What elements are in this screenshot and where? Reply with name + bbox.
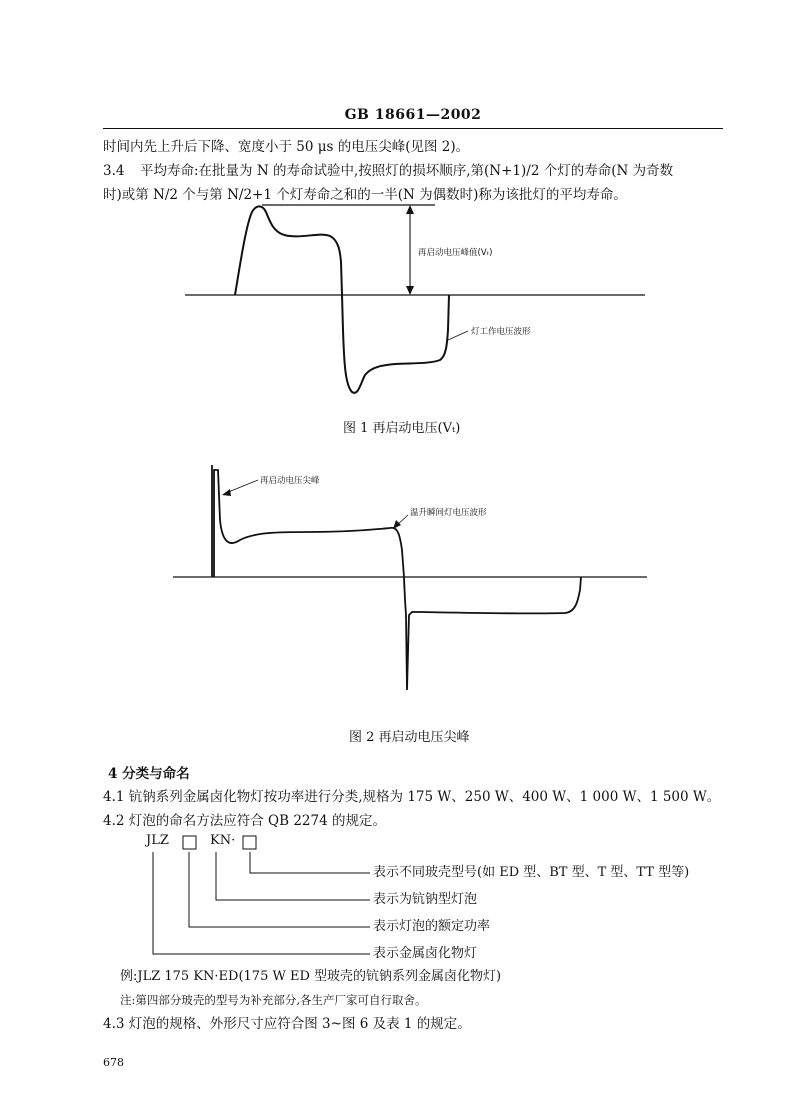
figure-2-waveform: [173, 465, 647, 690]
fig1-wave-label: 灯工作电压波形: [471, 327, 531, 337]
naming-example: 例:JLZ 175 KN·ED(175 W ED 型玻壳的钪钠系列金属卤化物灯): [120, 969, 502, 984]
naming-code-jlz: JLZ: [146, 833, 169, 848]
naming-note: 注:第四部分玻壳的型号为补充部分,各生产厂家可自行取舍。: [120, 993, 427, 1007]
naming-box-shell: [243, 836, 256, 849]
figure-1-waveform: [185, 205, 645, 393]
text-line-continuation: 时间内先上升后下降、宽度小于 50 μs 的电压尖峰(见图 2)。: [103, 139, 470, 155]
section-4-2-text: 4.2 灯泡的命名方法应符合 QB 2274 的规定。: [103, 813, 386, 829]
section-4-1-text: 4.1 钪钠系列金属卤化物灯按功率进行分类,规格为 175 W、250 W、400 W、1 000 W、1 500 W。: [103, 789, 721, 805]
section-3-4-text-line1: 平均寿命:在批量为 N 的寿命试验中,按照灯的损坏顺序,第(N+1)/2 个灯的寿命(N 为奇数: [140, 163, 674, 179]
page-number: 678: [103, 1056, 124, 1069]
standard-header: GB 18661—2002: [344, 107, 482, 123]
section-4-3-text: 4.3 灯泡的规格、外形尺寸应符合图 3~图 6 及表 1 的规定。: [103, 1016, 471, 1032]
naming-desc-shell-type: 表示不同玻壳型号(如 ED 型、BT 型、T 型、TT 型等): [373, 865, 690, 880]
naming-box-power: [183, 836, 196, 849]
figure-2-caption: 图 2 再启动电压尖峰: [349, 730, 470, 745]
naming-desc-scandium-sodium: 表示为钪钠型灯泡: [373, 892, 478, 907]
naming-desc-metal-halide: 表示金属卤化物灯: [373, 946, 478, 961]
fig2-wave-label: 温升瞬间灯电压波形: [410, 508, 487, 518]
fig1-peak-label: 再启动电压峰值(Vₜ): [418, 248, 493, 258]
naming-code-kn: KN·: [210, 833, 236, 848]
section-4-title: 4 分类与命名: [108, 766, 190, 782]
section-3-4-number: 3.4: [103, 163, 125, 179]
fig2-spike-label: 再启动电压尖峰: [260, 476, 320, 486]
section-3-4-text-line2: 时)或第 N/2 个与第 N/2+1 个灯寿命之和的一半(N 为偶数时)称为该批灯的平均寿命。: [103, 187, 627, 203]
naming-diagram-lines: [153, 836, 370, 954]
figure-1-caption: 图 1 再启动电压(Vₜ): [343, 421, 461, 436]
naming-desc-rated-power: 表示灯泡的额定功率: [373, 919, 491, 934]
